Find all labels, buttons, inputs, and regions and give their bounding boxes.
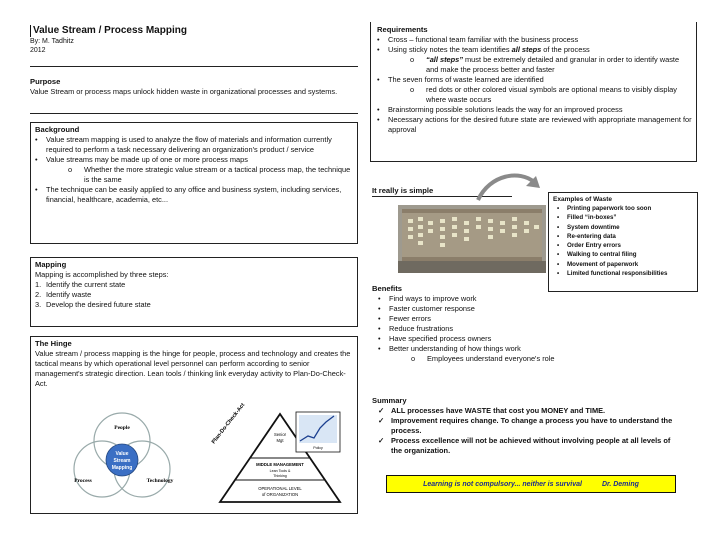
pdca-label: Plan-Do-Check-Act bbox=[210, 402, 247, 446]
hinge-text: Value stream / process mapping is the hinge for people, process and technology and creates the tactical means by which operational level personnel can perform according to senior management's strategic direction. Lean tools / thinking link everyday activity to Plan-Do-Check-Act. bbox=[35, 349, 351, 388]
list-item: 2. Identify waste bbox=[35, 290, 92, 299]
list-item: • Necessary actions for the desired future state are reviewed with appropriate management for approval bbox=[377, 115, 692, 135]
list-item: 1. Identify the current state bbox=[35, 280, 126, 289]
list-item: • Value stream mapping is used to analyze the flow of materials and information currently required to perform a task necessary delivering an organization's product / service bbox=[35, 135, 353, 155]
list-item: o Whether the more strategic value stream or a tactical process map, the technique is the same bbox=[68, 165, 353, 185]
benefits-heading: Benefits bbox=[372, 284, 402, 293]
purpose-heading: Purpose bbox=[30, 77, 61, 86]
list-item: • System downtime bbox=[557, 223, 694, 232]
list-item: • Re-entering data bbox=[557, 232, 694, 241]
venn-diagram bbox=[62, 405, 182, 505]
list-item: o Employees understand everyone's role bbox=[411, 354, 547, 364]
mini-chart bbox=[296, 412, 340, 452]
list-item: • Faster customer response bbox=[378, 304, 547, 314]
doc-year: 2012 bbox=[30, 47, 46, 54]
list-item: o red dots or other colored visual symbols are optional means to visibly display where waste occurs bbox=[410, 85, 692, 105]
requirements-heading: Requirements bbox=[377, 25, 428, 34]
venn-technology-label: Technology bbox=[146, 478, 174, 484]
list-item: ✓ ALL processes have WASTE that cost you MONEY and TIME. bbox=[378, 406, 682, 416]
waste-heading: Examples of Waste bbox=[553, 196, 613, 203]
list-item: • Using sticky notes the team identifies all steps of the process o “all steps” must be extremely detailed and granular in order to identify waste and make the process better and faster bbox=[377, 45, 692, 75]
list-item: • Have specified process owners bbox=[378, 334, 547, 344]
title-block bbox=[30, 25, 360, 55]
list-item: • Cross – functional team familiar with the business process bbox=[377, 35, 692, 45]
list-item: • Filled “in-boxes” bbox=[557, 213, 694, 222]
quote-author: Dr. Deming bbox=[601, 480, 639, 488]
pyramid-top-label-1: Senior bbox=[273, 432, 287, 437]
list-item: • Brainstorming possible solutions leads the way for an improved process bbox=[377, 105, 692, 115]
list-item: • Walking to central filing bbox=[557, 250, 694, 259]
list-item: • Printing paperwork too soon bbox=[557, 204, 694, 213]
pyramid-diagram bbox=[200, 392, 350, 510]
curved-arrow bbox=[470, 168, 550, 208]
hinge-heading: The Hinge bbox=[35, 339, 72, 348]
simple-heading: It really is simple bbox=[372, 186, 434, 195]
venn-process-label: Process bbox=[74, 478, 92, 484]
purpose-section bbox=[30, 77, 350, 97]
mapping-heading: Mapping bbox=[35, 260, 67, 269]
pyramid-bottom-label-1: OPERATIONAL LEVEL bbox=[258, 486, 302, 491]
pyramid-middle-label: MIDDLE MANAGEMENT bbox=[256, 462, 304, 467]
list-item: • Limited functional responsibilities bbox=[557, 269, 694, 278]
list-item: • Better understanding of how things work o Employees understand everyone's role bbox=[378, 344, 547, 364]
venn-center-label-3: Mapping bbox=[111, 465, 133, 471]
background-box bbox=[30, 122, 358, 244]
background-heading: Background bbox=[35, 125, 80, 134]
pyramid-middle-sub-1: Lean Tools & bbox=[269, 469, 291, 473]
pyramid-bottom-label-2: of ORGANIZATION bbox=[261, 492, 299, 497]
venn-people-label: People bbox=[114, 425, 130, 431]
list-item: • Find ways to improve work bbox=[378, 294, 547, 304]
mapping-intro: Mapping is accomplished by three steps: bbox=[35, 270, 169, 279]
requirements-box bbox=[370, 22, 697, 162]
list-item: • Value streams may be made up of one or more process maps o Whether the more strategic value stream or a tactical process map, the technique is the same bbox=[35, 155, 353, 185]
title-divider bbox=[30, 66, 358, 67]
list-item: ✓ Process excellence will not be achieved without involving people at all levels of the organization. bbox=[378, 436, 682, 456]
waste-box bbox=[548, 192, 698, 292]
list-item: • Reduce frustrations bbox=[378, 324, 547, 334]
list-item: • Movement of paperwork bbox=[557, 260, 694, 269]
list-item: • The technique can be easily applied to any office and business system, including services, financial, healthcare, academia, etc... bbox=[35, 185, 353, 205]
doc-title: Value Stream / Process Mapping bbox=[30, 25, 360, 37]
doc-author: By: M. Tadhitz bbox=[30, 38, 74, 45]
pyramid-top-label-2: Mgt bbox=[276, 438, 284, 443]
list-item: o “all steps” must be extremely detailed and granular in order to identify waste and make the process better and faster bbox=[410, 55, 692, 75]
mini-chart-label: Policy bbox=[313, 446, 323, 450]
list-item: • The seven forms of waste learned are identified o red dots or other colored visual symbols are optional means to visibly display where waste occurs bbox=[377, 75, 692, 105]
benefits-section bbox=[372, 284, 555, 364]
list-item: 3. Develop the desired future state bbox=[35, 300, 151, 309]
list-item: • Order Entry errors bbox=[557, 241, 694, 250]
summary-section bbox=[372, 396, 682, 456]
quote-text: Learning is not compulsory... neither is survival bbox=[423, 480, 582, 488]
pyramid-middle-sub-2: Thinking bbox=[273, 474, 287, 478]
venn-center-label-2: Stream bbox=[113, 458, 131, 464]
purpose-text: Value Stream or process maps unlock hidden waste in organizational processes and systems. bbox=[30, 87, 338, 96]
quote-banner bbox=[386, 475, 676, 493]
venn-center-label-1: Value bbox=[115, 451, 129, 457]
list-item: • Fewer errors bbox=[378, 314, 547, 324]
process-wall-photo bbox=[398, 205, 546, 273]
purpose-divider bbox=[30, 113, 358, 114]
summary-heading: Summary bbox=[372, 396, 407, 405]
list-item: ✓ Improvement requires change. To change a process you have to understand the process. bbox=[378, 416, 682, 436]
mapping-box bbox=[30, 257, 358, 327]
